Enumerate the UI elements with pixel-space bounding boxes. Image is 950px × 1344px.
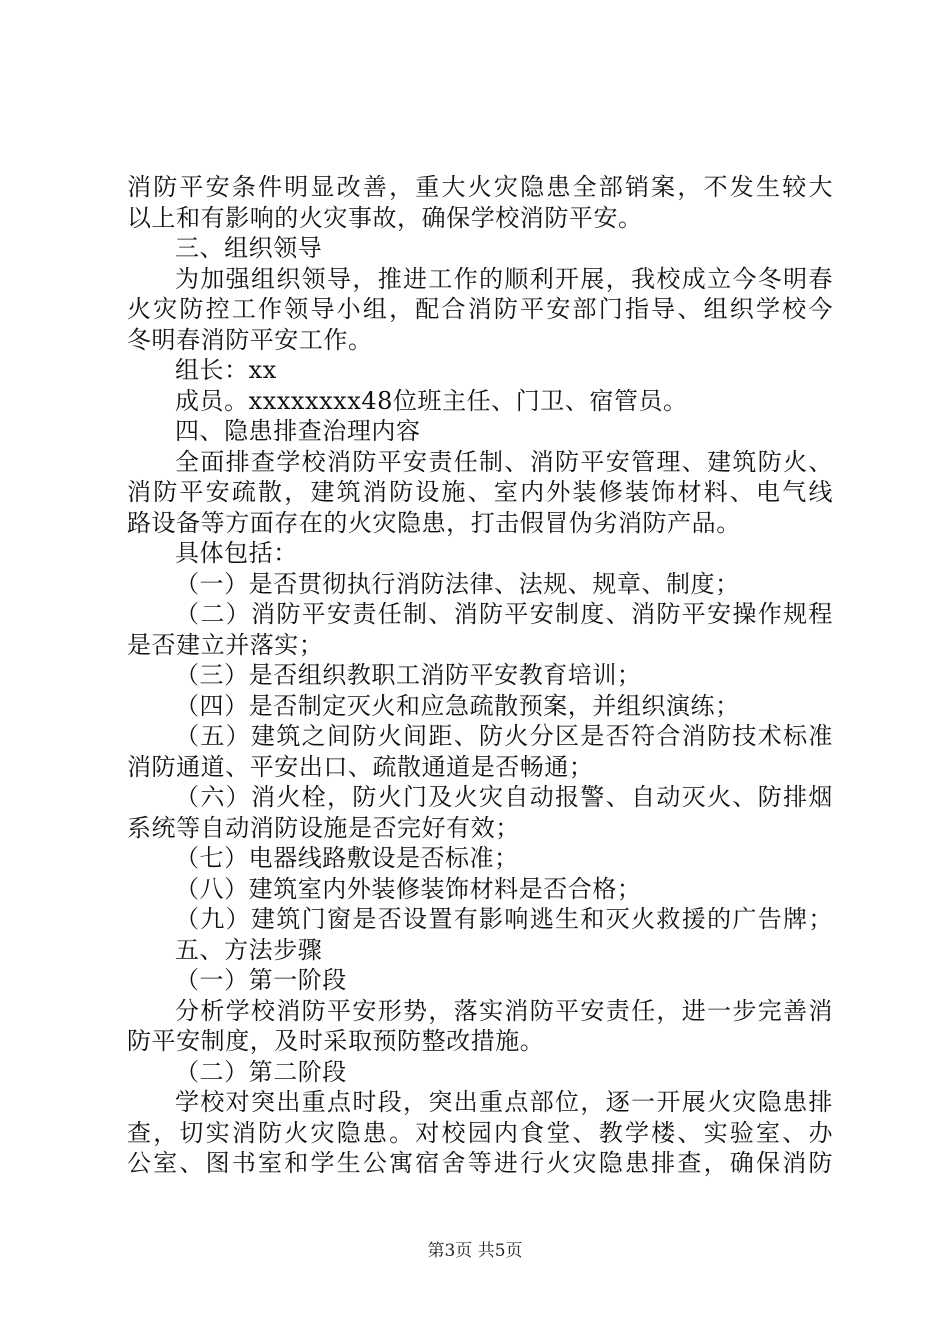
text-line: 五、方法步骤: [175, 935, 323, 964]
document-body: [127, 172, 833, 1179]
text-line: （六）消火栓，防火门及火灾自动报警、自动灭火、防排烟: [175, 783, 833, 811]
text-line: 防平安制度，及时采取预防整改措施。: [127, 1027, 545, 1055]
text-line: 火灾防控工作领导小组，配合消防平安部门指导、组织学校今: [127, 295, 833, 323]
text-line: 四、隐患排查治理内容: [175, 417, 421, 445]
text-line: 系统等自动消防设施是否完好有效；: [127, 813, 520, 842]
text-line: （九）建筑门窗是否设置有影响逃生和灭火救援的广告牌；: [175, 905, 833, 933]
text-line: 全面排查学校消防平安责任制、消防平安管理、建筑防火、: [175, 447, 833, 476]
text-line: （四）是否制定灭火和应急疏散预案，并组织演练；: [175, 691, 740, 720]
text-line: 路设备等方面存在的火灾隐患，打击假冒伪劣消防产品。: [127, 508, 741, 537]
text-line: （一）第一阶段: [175, 966, 347, 994]
text-line: 分析学校消防平安形势，落实消防平安责任，进一步完善消: [175, 996, 833, 1025]
text-line: 具体包括：: [175, 539, 298, 567]
text-line: 组长：xx: [175, 356, 277, 384]
text-line: 是否建立并落实；: [127, 630, 324, 659]
text-line: （一）是否贯彻执行消防法律、法规、规章、制度；: [175, 569, 740, 598]
text-line: 消防平安条件明显改善，重大火灾隐患全部销案，不发生较大: [127, 173, 833, 201]
text-line: 消防通道、平安出口、疏散通道是否畅通；: [127, 752, 594, 781]
text-line: （二）消防平安责任制、消防平安制度、消防平安操作规程: [175, 600, 833, 628]
text-line: 查，切实消防火灾隐患。对校园内食堂、教学楼、实验室、办: [127, 1118, 833, 1147]
text-line: 学校对突出重点时段，突出重点部位，逐一开展火灾隐患排: [175, 1088, 833, 1116]
text-line: 成员。xxxxxxxx48位班主任、门卫、宿管员。: [175, 386, 688, 415]
text-line: 为加强组织领导，推进工作的顺利开展，我校成立今冬明春: [175, 264, 833, 293]
text-line: 三、组织领导: [175, 234, 323, 262]
text-line: 消防平安疏散，建筑消防设施、室内外装修装饰材料、电气线: [127, 478, 833, 506]
page-footer: 第3页 共5页: [427, 1241, 523, 1261]
text-line: 以上和有影响的火灾事故，确保学校消防平安。: [127, 203, 643, 232]
text-line: （五）建筑之间防火间距、防火分区是否符合消防技术标准: [175, 722, 833, 750]
text-line: 冬明春消防平安工作。: [127, 325, 373, 354]
text-line: （八）建筑室内外装修装饰材料是否合格；: [175, 874, 642, 903]
text-line: （七）电器线路敷设是否标准；: [175, 844, 519, 872]
text-line: 公室、图书室和学生公寓宿舍等进行火灾隐患排查，确保消防: [127, 1149, 833, 1177]
text-line: （三）是否组织教职工消防平安教育培训；: [175, 661, 642, 689]
text-line: （二）第二阶段: [175, 1057, 347, 1086]
